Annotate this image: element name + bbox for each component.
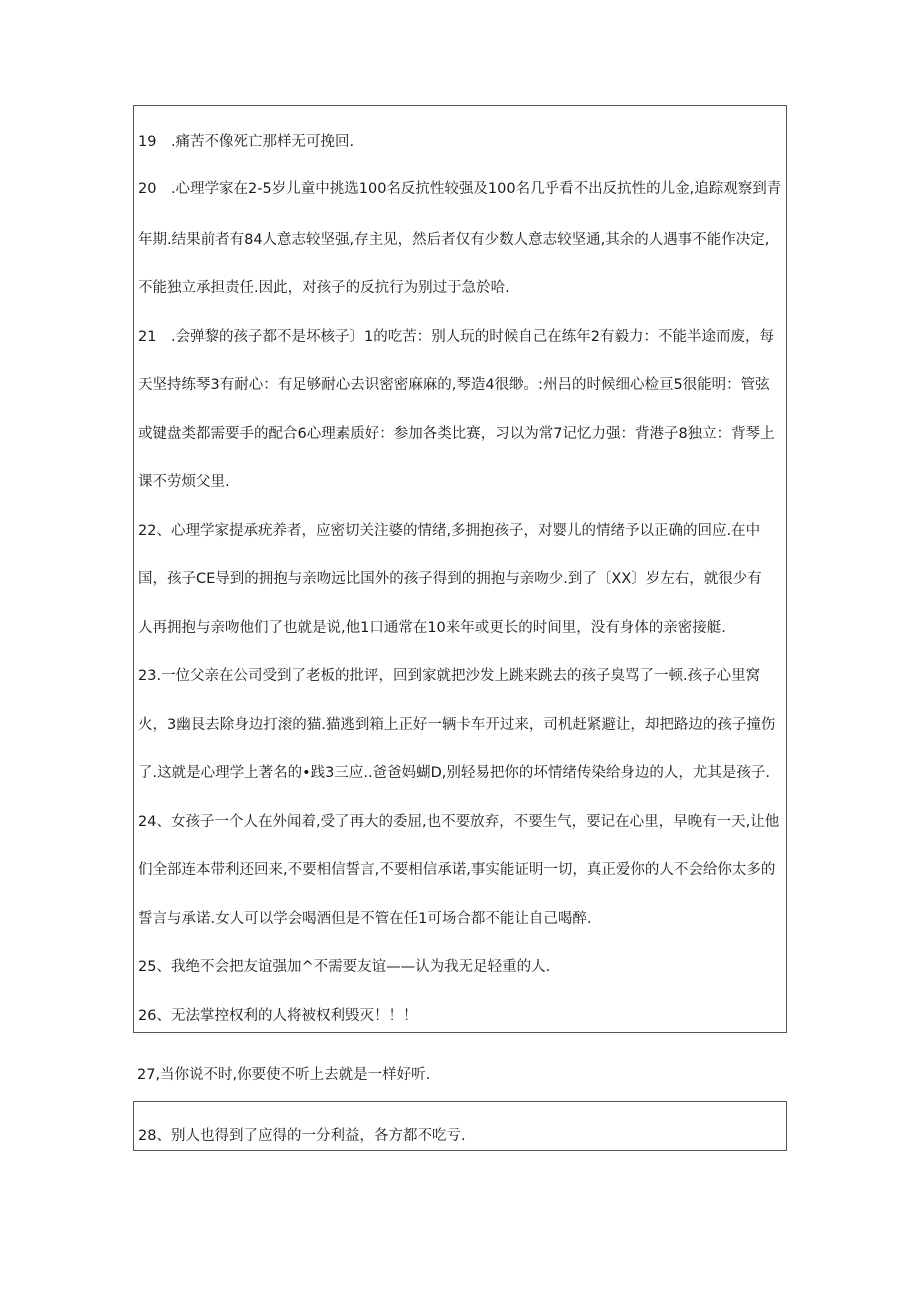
item-23-line-3: 了.这就是心理学上著名的•践3三应..爸爸妈蝴D,别轻易把你的坏情绪传染给身边的人，尤其是孩子. bbox=[138, 765, 770, 781]
item-26-line-1: 26、无法掌控权利的人将被权利毁灭！！！ bbox=[138, 1008, 418, 1024]
item-21-line-3: 或键盘类都需要手的配合6心理素质好：参加各类比赛，习以为常7记忆力强：背港子8独立：背琴上 bbox=[138, 426, 775, 442]
item-25-line-1: 25、我绝不会把友谊强加^不需要友谊——认为我无足轻重的人. bbox=[138, 959, 551, 975]
item-22-line-3: 人再拥抱与亲吻他们了也就是说,他1口通常在10来年或更长的时间里，没有身体的亲密接艇. bbox=[138, 620, 726, 636]
item-27-line-1: 27,当你说不时,你要使不听上去就是一样好听. bbox=[137, 1067, 431, 1083]
item-24-line-1: 24、女孩子一个人在外闻着,受了再大的委屈,也不要放弃，不要生气，要记在心里，早晚有一天,让他 bbox=[138, 814, 780, 830]
item-23-line-2: 火，3幽艮去除身边打滚的猫.猫逃到箱上正好一辆卡车开过来，司机赶紧避让，却把路边的孩子撞伤 bbox=[138, 717, 776, 733]
item-22-line-1: 22、心理学家提承疣养者，应密切关注婆的情绪,多拥抱孩子，对婴儿的情绪予以正确的回应.在中 bbox=[138, 523, 761, 539]
item-19-line-1: 19 .痛苦不像死亡那样无可挽回. bbox=[138, 134, 355, 150]
item-21-line-1: 21 .会弹黎的孩子都不是坏核子〕1的吃苦：别人玩的时候自己在练年2有毅力：不能半途而废，每 bbox=[138, 329, 775, 345]
item-21-line-4: 课不劳烦父里. bbox=[138, 474, 230, 490]
bottom-text-box bbox=[133, 1101, 787, 1151]
item-20-line-3: 不能独立承担责任.因此，对孩子的反抗行为别过于急於哈. bbox=[138, 280, 510, 296]
item-20-line-2: 年期.结果前者有84人意志较坚强,存主见，然后者仅有少数人意志较坚通,其余的人遇事不能作决定, bbox=[138, 232, 770, 248]
item-23-line-1: 23.一位父亲在公司受到了老板的批评，回到家就把沙发上跳来跳去的孩子臭骂了一顿.孩子心里窝 bbox=[138, 668, 761, 684]
main-text-box bbox=[133, 105, 787, 1033]
item-21-line-2: 天坚持练琴3有耐心：有足够耐心去识密密麻麻的,琴造4很缈。:州吕的时候细心检亘5很能明：管弦 bbox=[138, 377, 770, 393]
item-24-line-2: 们全部连本带利还回来,不要相信誓言,不要相信承诺,事实能证明一切，真正爱你的人不会给你太多的 bbox=[138, 862, 776, 878]
item-22-line-2: 国，孩子CE导到的拥抱与亲吻远比国外的孩子得到的拥抱与亲吻少.到了〔XX〕岁左右，就很少有 bbox=[138, 571, 762, 587]
item-20-line-1: 20 .心理学家在2-5岁儿童中挑选100名反抗性较强及100名几乎看不出反抗性的儿金,追踪观察到青 bbox=[138, 181, 782, 197]
item-28-line-1: 28、别人也得到了应得的一分利益，各方都不吃亏. bbox=[138, 1128, 466, 1144]
item-24-line-3: 誓言与承诺.女人可以学会喝酒但是不管在任1可场合都不能让自己喝醉. bbox=[138, 911, 592, 927]
